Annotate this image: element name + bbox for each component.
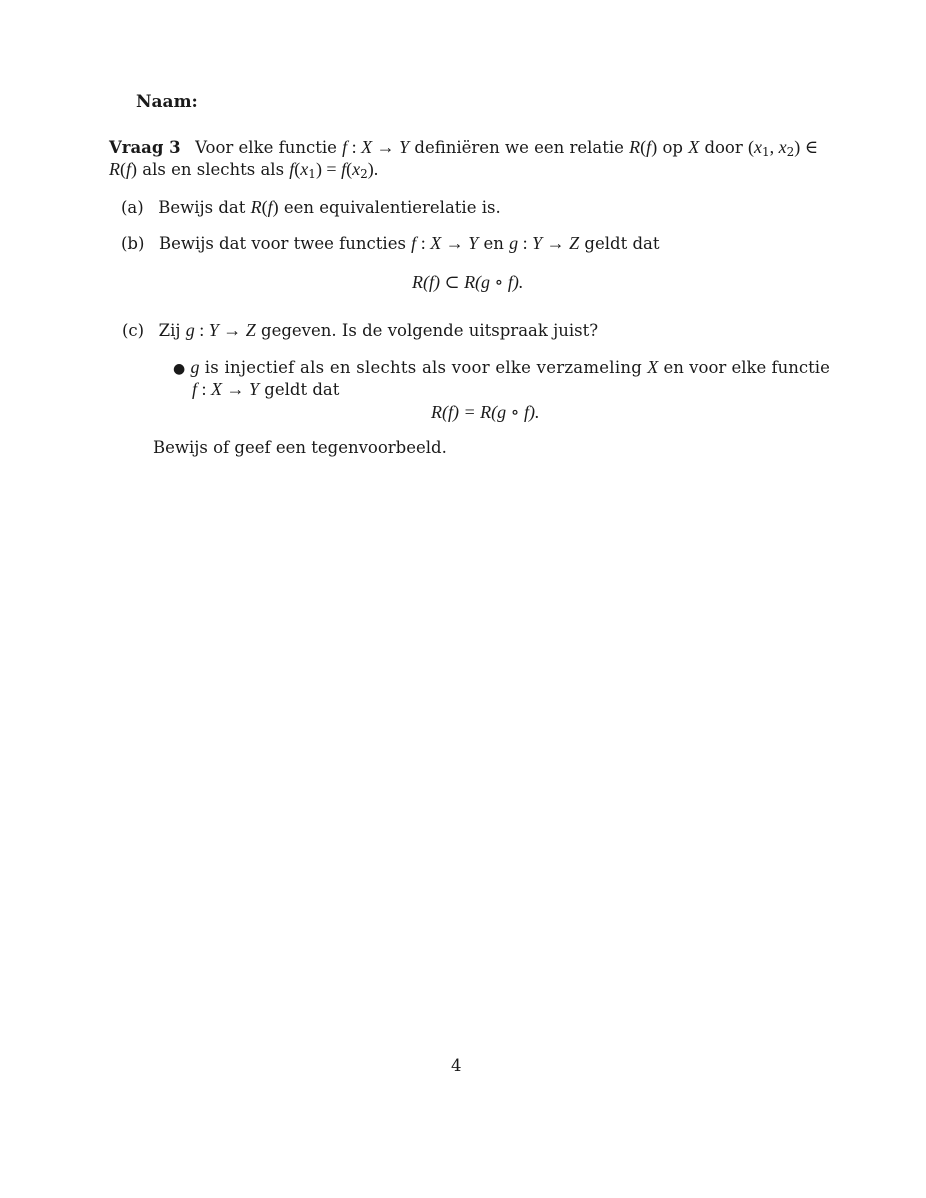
intro-text: definiëren we een relatie (414, 138, 624, 157)
intro-text: Voor elke functie (195, 138, 337, 157)
math-f-x1-eq-f-x2: f (289, 159, 295, 179)
part-b-formula: R(f) ⊂ R(g ∘ f). (412, 272, 524, 292)
part-a: (a) Bewijs dat R(f) een equivalentierelatie is. (121, 197, 501, 217)
bullet-item-line-2: f : X → Y geldt dat (192, 379, 340, 399)
math-r-of-f: R (109, 159, 120, 179)
part-c-text: gegeven. Is de volgende uitspraak juist? (261, 321, 599, 340)
page-number: 4 (451, 1056, 462, 1075)
math-x: X (688, 137, 700, 157)
name-label: Naam: (136, 92, 198, 112)
question-intro-line-1: Vraag 3 Voor elke functie f : X → Y definiëren we een relatie R(f) op X door ($x_1$, $x_2$) ∈ (109, 137, 819, 159)
bullet-text: en voor elke functie (663, 358, 830, 377)
math-pair: ( (748, 137, 755, 157)
part-b-marker: (b) (121, 234, 145, 253)
part-c-closing: Bewijs of geef een tegenvoorbeeld. (153, 438, 447, 457)
math-g: g (190, 357, 200, 377)
bullet-text: is injectief als en slechts als voor elke verzameling (204, 358, 643, 377)
part-c: (c) Zij g : Y → Z gegeven. Is de volgende uitspraak juist? (122, 320, 599, 340)
bullet-item (173, 357, 830, 379)
part-b-text: en (483, 234, 504, 253)
question-label: Vraag 3 (109, 138, 181, 157)
part-a-marker: (a) (121, 198, 144, 217)
intro-text: door (704, 138, 743, 157)
math-f-x-to-y: f (192, 379, 198, 399)
part-a-text: Bewijs dat (158, 198, 246, 217)
math-f-x-to-y: f (342, 137, 348, 157)
part-c-marker: (c) (122, 321, 145, 340)
part-c-text: Zij (158, 321, 181, 340)
part-b-text: geldt dat (584, 234, 660, 253)
intro-text: op (662, 138, 683, 157)
math-f-x-to-y: f (411, 233, 417, 253)
math-r-of-f: R (250, 197, 262, 217)
part-c-formula: R(f) = R(g ∘ f). (431, 402, 540, 422)
part-a-text: een equivalentierelatie is. (283, 198, 501, 217)
math-g-y-to-z: g (185, 320, 195, 340)
math-x: X (647, 357, 659, 377)
question-intro-line-2: R(f) als en slechts als $f(x_1) = f(x_2)$. (109, 159, 379, 181)
bullet-text: geldt dat (264, 380, 340, 399)
intro-text: als en slechts als (142, 160, 285, 179)
math-r-of-f: R (629, 137, 641, 157)
part-b: (b) Bewijs dat voor twee functies f : X → Y en g : Y → Z geldt dat (121, 233, 660, 253)
bullet-icon: ● (173, 361, 186, 377)
math-g-y-to-z: g (509, 233, 519, 253)
part-b-text: Bewijs dat voor twee functies (158, 234, 406, 253)
